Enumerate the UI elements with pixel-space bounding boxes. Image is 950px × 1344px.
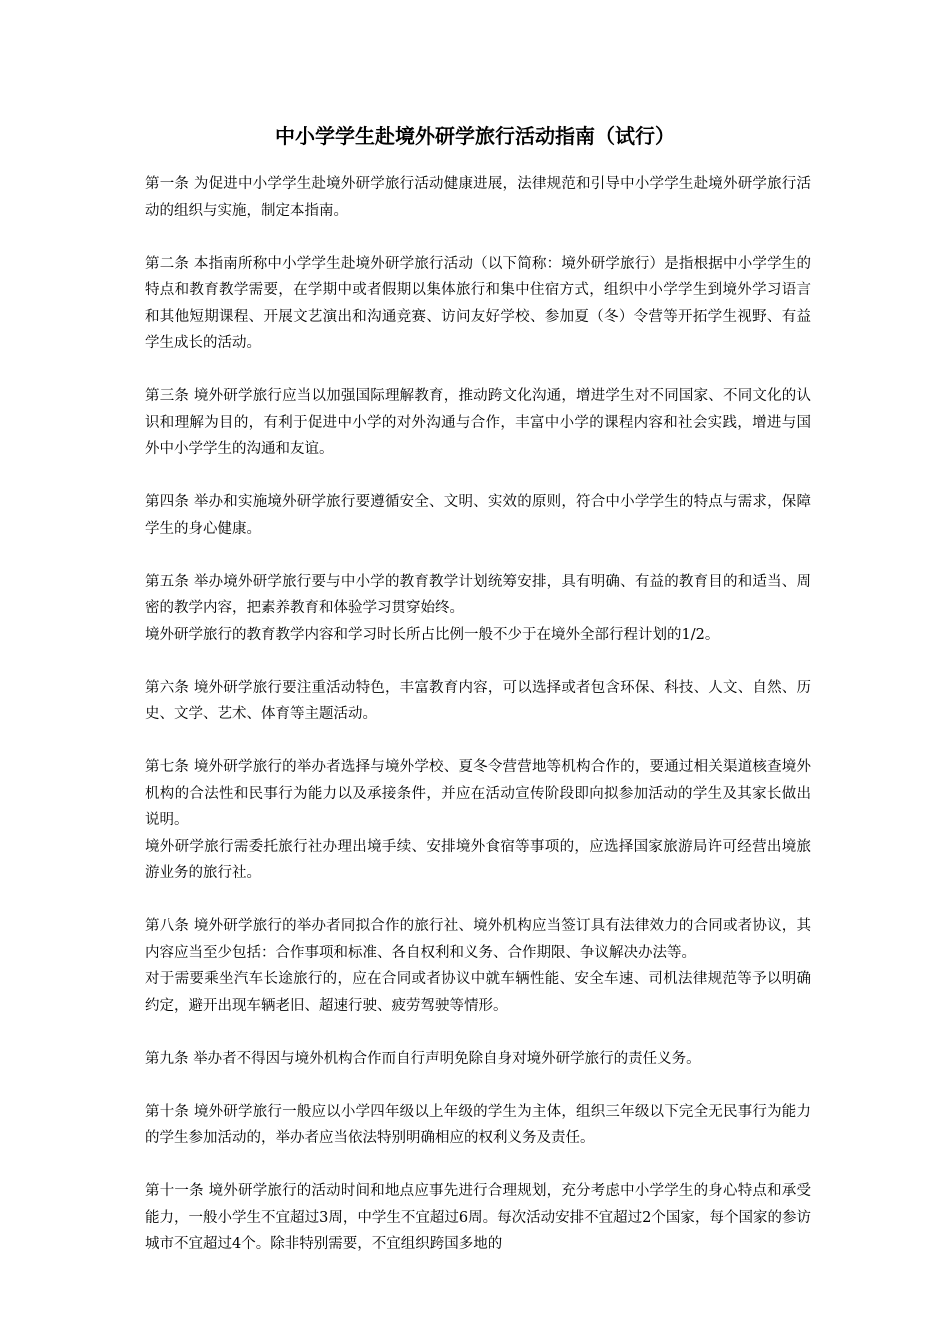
article-5 <box>145 569 811 649</box>
article-3 <box>145 383 811 463</box>
document-title: 中小学学生赴境外研学旅行活动指南（试行） <box>275 124 675 148</box>
article-paragraph: 第十一条 境外研学旅行的活动时间和地点应事先进行合理规划，充分考虑中小学学生的身心特点和承受能力，一般小学生不宜超过3周，中学生不宜超过6周。每次活动安排不宜超过2个国家，每个国家的参访城市不宜超过4个。除非特别需要，不宜组织跨国多地的 <box>145 1183 811 1252</box>
article-10 <box>145 1099 811 1152</box>
article-paragraph: 第九条 举办者不得因与境外机构合作而自行声明免除自身对境外研学旅行的责任义务。 <box>145 1050 701 1067</box>
article-paragraph: 第七条 境外研学旅行的举办者选择与境外学校、夏冬令营营地等机构合作的，要通过相关渠道核查境外机构的合法性和民事行为能力以及承接条件，并应在活动宣传阶段即向拟参加活动的学生及其家长做出说明。 <box>145 759 811 828</box>
article-4 <box>145 489 811 542</box>
article-paragraph: 第六条 境外研学旅行要注重活动特色，丰富教育内容，可以选择或者包含环保、科技、人文、自然、历史、文学、艺术、体育等主题活动。 <box>145 679 811 722</box>
article-paragraph: 第三条 境外研学旅行应当以加强国际理解教育，推动跨文化沟通，增进学生对不同国家、不同文化的认识和理解为目的，有利于促进中小学的对外沟通与合作，丰富中小学的课程内容和社会实践，增进与国外中小学学生的沟通和友谊。 <box>145 388 811 457</box>
article-8 <box>145 913 811 1019</box>
article-paragraph: 境外研学旅行需委托旅行社办理出境手续、安排境外食宿等事项的，应选择国家旅游局许可经营出境旅游业务的旅行社。 <box>145 838 811 881</box>
article-7 <box>145 754 811 887</box>
article-paragraph: 第十条 境外研学旅行一般应以小学四年级以上年级的学生为主体，组织三年级以下完全无民事行为能力的学生参加活动的，举办者应当依法特别明确相应的权利义务及责任。 <box>145 1103 811 1146</box>
article-6 <box>145 675 811 728</box>
article-2 <box>145 251 811 357</box>
article-paragraph: 第二条 本指南所称中小学学生赴境外研学旅行活动（以下简称：境外研学旅行）是指根据中小学学生的特点和教育教学需要，在学期中或者假期以集体旅行和集中住宿方式，组织中小学学生到境外学习语言和其他短期课程、开展文艺演出和沟通竞赛、访问友好学校、参加夏（冬）令营等开拓学生视野、有益学生成长的活动。 <box>145 255 811 351</box>
article-paragraph: 第五条 举办境外研学旅行要与中小学的教育教学计划统筹安排，具有明确、有益的教育目的和适当、周密的教学内容，把素养教育和体验学习贯穿始终。 <box>145 573 811 616</box>
article-11 <box>145 1178 811 1258</box>
article-paragraph: 第八条 境外研学旅行的举办者同拟合作的旅行社、境外机构应当签订具有法律效力的合同或者协议，其内容应当至少包括：合作事项和标准、各自权利和义务、合作期限、争议解决办法等。 <box>145 918 811 961</box>
article-paragraph: 第一条 为促进中小学学生赴境外研学旅行活动健康进展，法律规范和引导中小学学生赴境外研学旅行活动的组织与实施，制定本指南。 <box>145 176 811 219</box>
article-9 <box>145 1046 811 1073</box>
document-body <box>145 171 811 1284</box>
article-1 <box>145 171 811 224</box>
article-paragraph: 第四条 举办和实施境外研学旅行要遵循安全、文明、实效的原则，符合中小学学生的特点与需求，保障学生的身心健康。 <box>145 494 811 537</box>
article-paragraph: 对于需要乘坐汽车长途旅行的，应在合同或者协议中就车辆性能、安全车速、司机法律规范等予以明确约定，避开出现车辆老旧、超速行驶、疲劳驾驶等情形。 <box>145 971 811 1014</box>
article-paragraph: 境外研学旅行的教育教学内容和学习时长所占比例一般不少于在境外全部行程计划的1/2。 <box>145 626 720 643</box>
